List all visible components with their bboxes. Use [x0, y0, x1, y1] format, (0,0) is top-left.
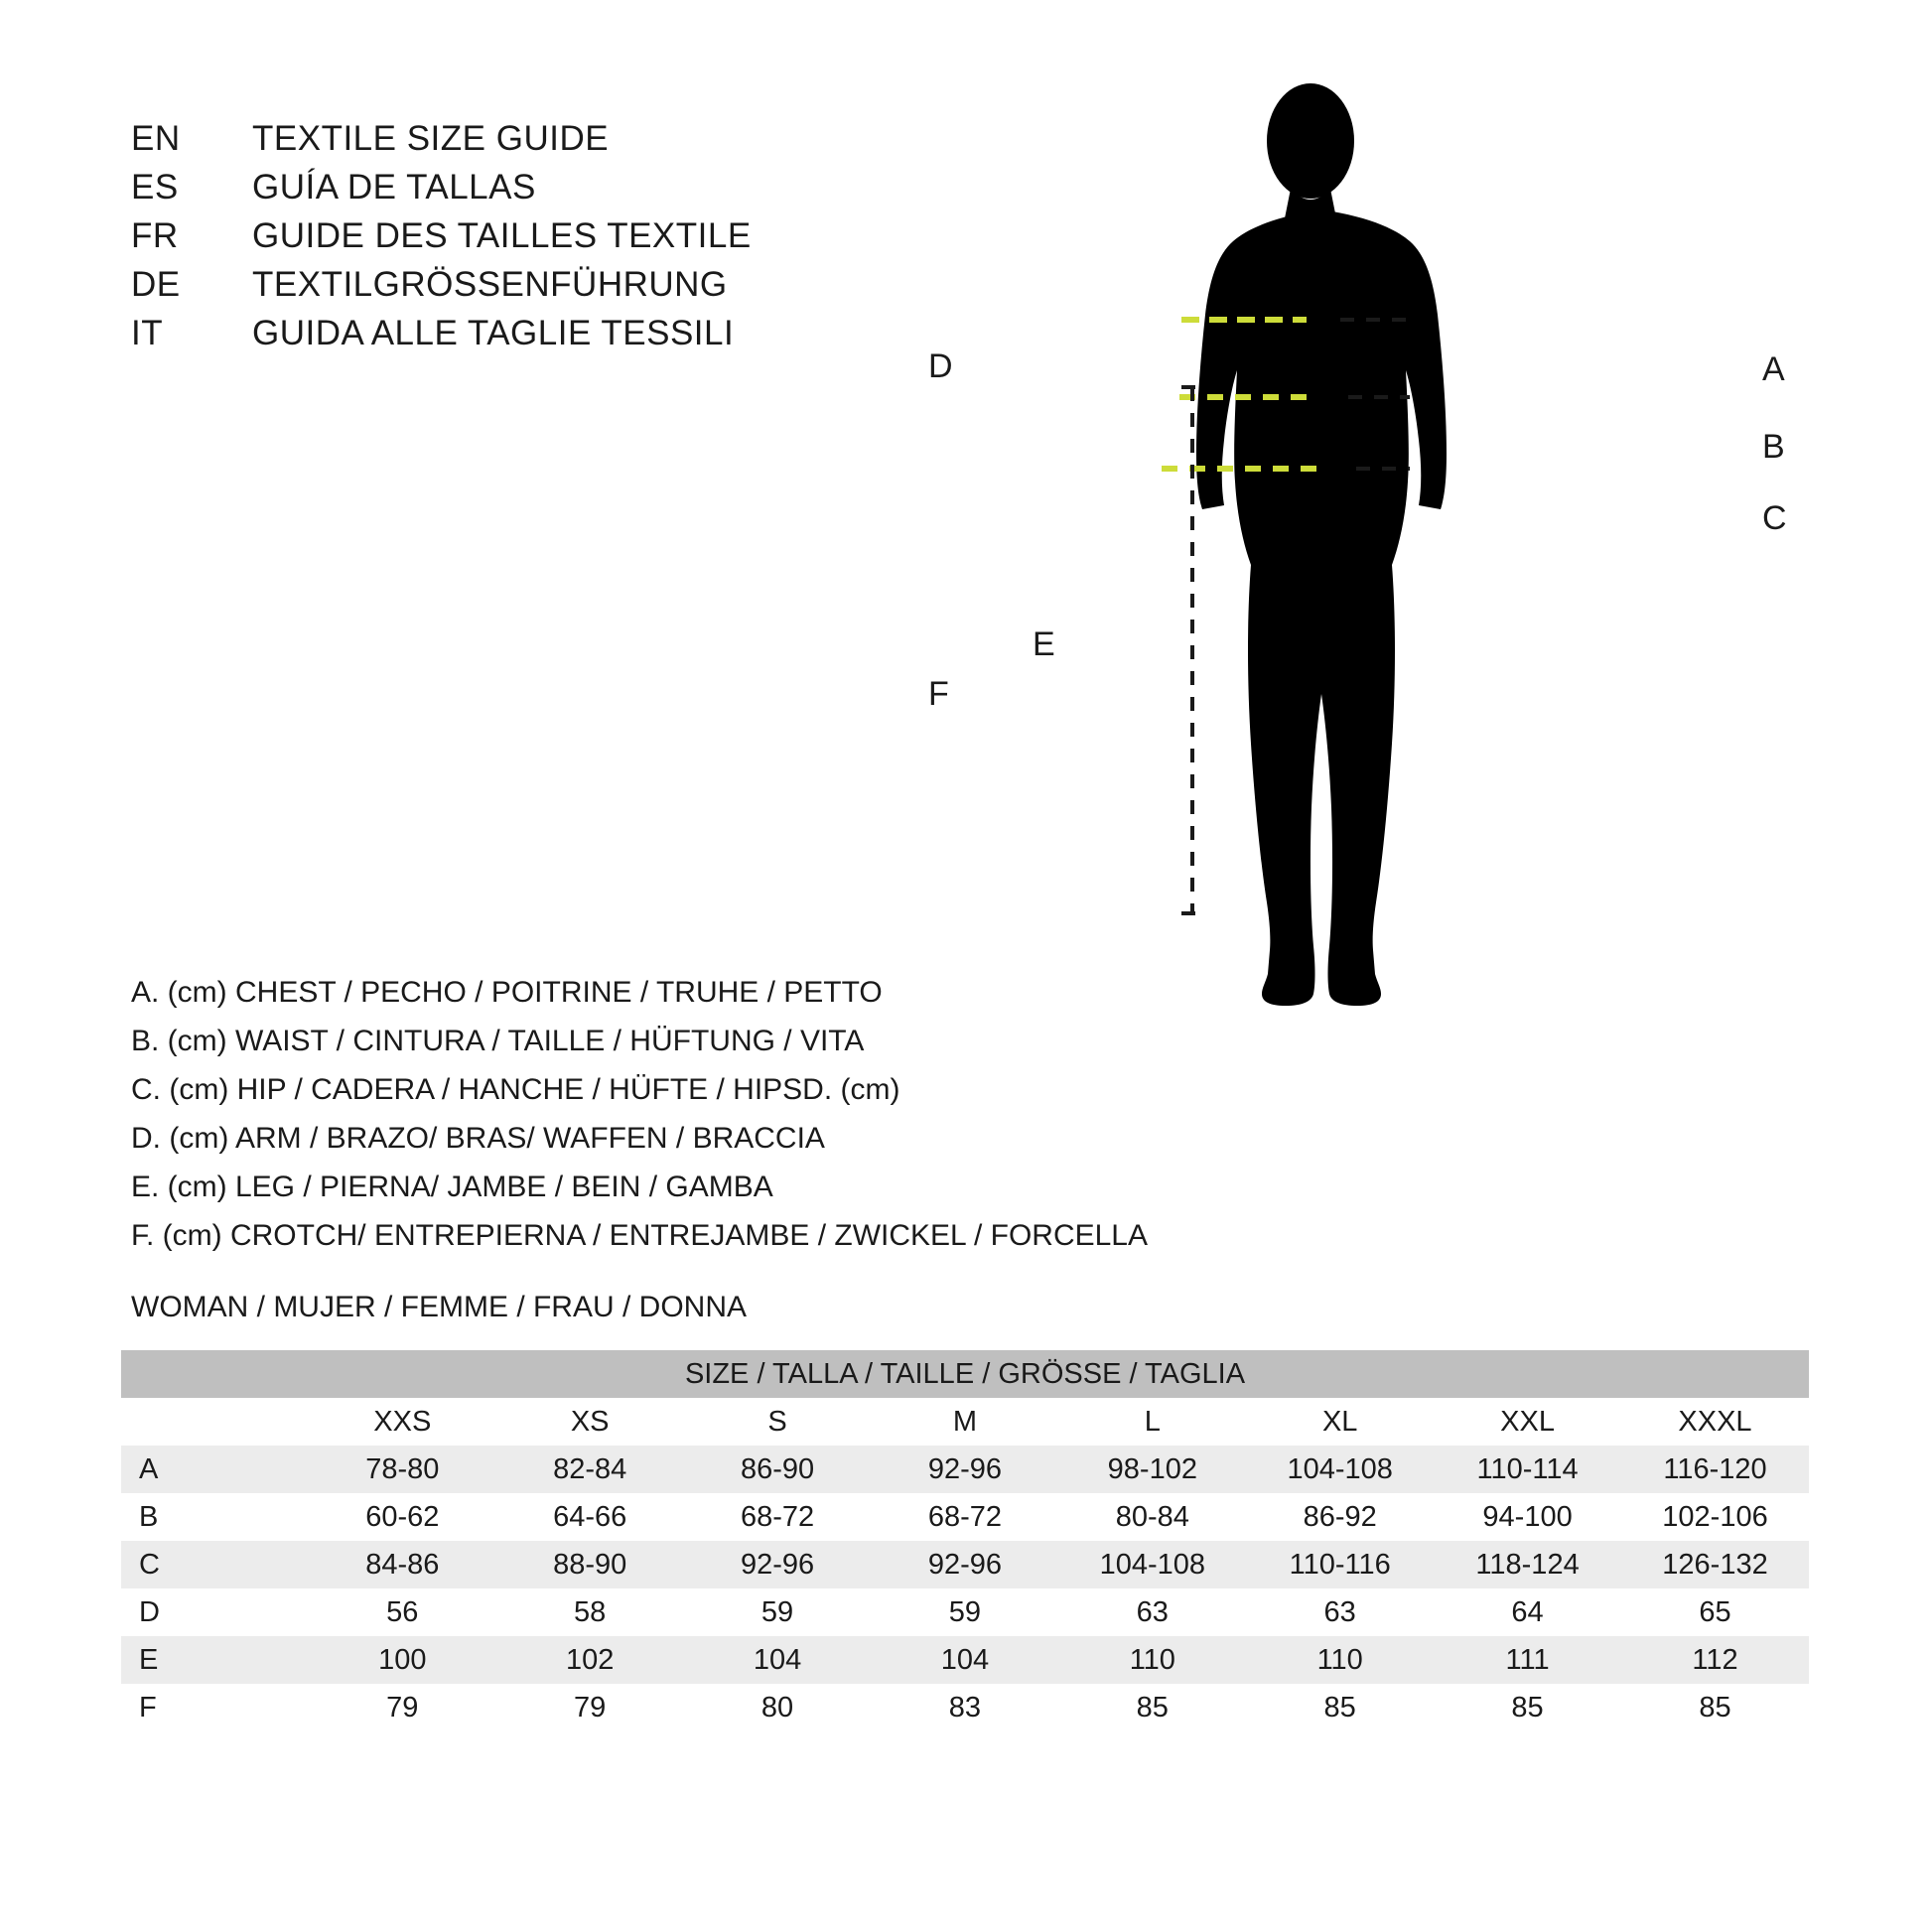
cell-d-s: 59: [684, 1588, 872, 1636]
diagram-svg: [1122, 69, 1876, 1162]
cell-e-xl: 110: [1246, 1636, 1434, 1684]
cell-b-xxl: 94-100: [1434, 1493, 1621, 1541]
diagram-label-b: B: [1762, 428, 1785, 466]
title-lang-de: DE: [131, 265, 181, 304]
title-row-it: [131, 314, 905, 362]
cell-e-xxs: 100: [309, 1636, 496, 1684]
legend-block: [131, 968, 1183, 1260]
cell-f-xxl: 85: [1434, 1684, 1621, 1731]
table-row: [121, 1446, 1809, 1493]
cell-c-xxl: 118-124: [1434, 1541, 1621, 1588]
cell-f-xxxl: 85: [1621, 1684, 1809, 1731]
title-text-fr: GUIDE DES TAILLES TEXTILE: [252, 216, 752, 255]
cell-a-xs: 82-84: [496, 1446, 684, 1493]
cell-c-xs: 88-90: [496, 1541, 684, 1588]
title-block: [131, 119, 905, 362]
diagram-label-a: A: [1762, 350, 1785, 388]
table-col-xs: XS: [496, 1398, 684, 1446]
cell-b-xxs: 60-62: [309, 1493, 496, 1541]
cell-f-xs: 79: [496, 1684, 684, 1731]
cell-b-xl: 86-92: [1246, 1493, 1434, 1541]
cell-a-xxl: 110-114: [1434, 1446, 1621, 1493]
cell-e-xxl: 111: [1434, 1636, 1621, 1684]
cell-c-xxxl: 126-132: [1621, 1541, 1809, 1588]
title-text-en: TEXTILE SIZE GUIDE: [252, 119, 610, 158]
diagram-label-f: F: [928, 675, 949, 713]
size-table: [121, 1350, 1809, 1731]
title-text-it: GUIDA ALLE TAGLIE TESSILI: [252, 314, 735, 352]
cell-d-xl: 63: [1246, 1588, 1434, 1636]
legend-line-d: D. (cm) ARM / BRAZO/ BRAS/ WAFFEN / BRACCIA: [131, 1122, 825, 1155]
cell-d-xxl: 64: [1434, 1588, 1621, 1636]
cell-a-l: 98-102: [1058, 1446, 1246, 1493]
cell-a-s: 86-90: [684, 1446, 872, 1493]
cell-b-xxxl: 102-106: [1621, 1493, 1809, 1541]
table-col-s: S: [684, 1398, 872, 1446]
table-col-xxl: XXL: [1434, 1398, 1621, 1446]
body-measurement-diagram: [928, 69, 1876, 1162]
legend-line-b: B. (cm) WAIST / CINTURA / TAILLE / HÜFTUNG / VITA: [131, 1025, 865, 1057]
table-row-label-d: D: [121, 1588, 309, 1636]
title-lang-it: IT: [131, 314, 164, 352]
cell-d-xxs: 56: [309, 1588, 496, 1636]
cell-b-m: 68-72: [872, 1493, 1059, 1541]
group-label: WOMAN / MUJER / FEMME / FRAU / DONNA: [131, 1291, 747, 1323]
table-row-label-a: A: [121, 1446, 309, 1493]
table-row-label-b: B: [121, 1493, 309, 1541]
cell-d-xs: 58: [496, 1588, 684, 1636]
table-band-title-row: [121, 1350, 1809, 1398]
cell-f-m: 83: [872, 1684, 1059, 1731]
legend-line-f: F. (cm) CROTCH/ ENTREPIERNA / ENTREJAMBE / ZWICKEL / FORCELLA: [131, 1219, 1148, 1252]
cell-d-xxxl: 65: [1621, 1588, 1809, 1636]
title-row-en: [131, 119, 905, 168]
legend-line-a: A. (cm) CHEST / PECHO / POITRINE / TRUHE / PETTO: [131, 976, 883, 1009]
table-row-label-e: E: [121, 1636, 309, 1684]
bracket-f: [1122, 521, 1127, 941]
cell-c-xxs: 84-86: [309, 1541, 496, 1588]
cell-f-xl: 85: [1246, 1684, 1434, 1731]
cell-c-l: 104-108: [1058, 1541, 1246, 1588]
cell-a-m: 92-96: [872, 1446, 1059, 1493]
title-text-de: TEXTILGRÖSSENFÜHRUNG: [252, 265, 728, 304]
table-row-label-f: F: [121, 1684, 309, 1731]
cell-f-xxs: 79: [309, 1684, 496, 1731]
title-text-es: GUÍA DE TALLAS: [252, 168, 536, 207]
title-row-es: [131, 168, 905, 216]
table-col-m: M: [872, 1398, 1059, 1446]
table-corner-cell: [121, 1398, 309, 1446]
cell-f-l: 85: [1058, 1684, 1246, 1731]
diagram-label-d: D: [928, 347, 953, 385]
cell-e-m: 104: [872, 1636, 1059, 1684]
cell-d-l: 63: [1058, 1588, 1246, 1636]
table-row: [121, 1636, 1809, 1684]
table-row: [121, 1588, 1809, 1636]
cell-c-xl: 110-116: [1246, 1541, 1434, 1588]
diagram-label-c: C: [1762, 499, 1787, 537]
diagram-label-e: E: [1033, 625, 1055, 663]
table-col-xxs: XXS: [309, 1398, 496, 1446]
cell-c-m: 92-96: [872, 1541, 1059, 1588]
cell-e-xs: 102: [496, 1636, 684, 1684]
cell-a-xxxl: 116-120: [1621, 1446, 1809, 1493]
legend-line-e: E. (cm) LEG / PIERNA/ JAMBE / BEIN / GAMBA: [131, 1171, 773, 1203]
cell-b-xs: 64-66: [496, 1493, 684, 1541]
cell-d-m: 59: [872, 1588, 1059, 1636]
table-column-headers: [121, 1398, 1809, 1446]
cell-b-l: 80-84: [1058, 1493, 1246, 1541]
table-col-l: L: [1058, 1398, 1246, 1446]
cell-b-s: 68-72: [684, 1493, 872, 1541]
table-row: [121, 1684, 1809, 1731]
cell-a-xxs: 78-80: [309, 1446, 496, 1493]
title-lang-fr: FR: [131, 216, 179, 255]
table-band-title: SIZE / TALLA / TAILLE / GRÖSSE / TAGLIA: [121, 1350, 1809, 1398]
table-row-label-c: C: [121, 1541, 309, 1588]
table-row: [121, 1493, 1809, 1541]
title-lang-en: EN: [131, 119, 181, 158]
cell-e-l: 110: [1058, 1636, 1246, 1684]
title-row-fr: [131, 216, 905, 265]
table-col-xxxl: XXXL: [1621, 1398, 1809, 1446]
title-lang-es: ES: [131, 168, 179, 207]
table-row: [121, 1541, 1809, 1588]
woman-silhouette-icon: [1196, 83, 1447, 1006]
table-col-xl: XL: [1246, 1398, 1434, 1446]
legend-line-c: C. (cm) HIP / CADERA / HANCHE / HÜFTE / HIPSD. (cm): [131, 1073, 900, 1106]
cell-a-xl: 104-108: [1246, 1446, 1434, 1493]
cell-c-s: 92-96: [684, 1541, 872, 1588]
cell-e-xxxl: 112: [1621, 1636, 1809, 1684]
cell-f-s: 80: [684, 1684, 872, 1731]
bracket-d: [1122, 258, 1127, 521]
cell-e-s: 104: [684, 1636, 872, 1684]
title-row-de: [131, 265, 905, 314]
